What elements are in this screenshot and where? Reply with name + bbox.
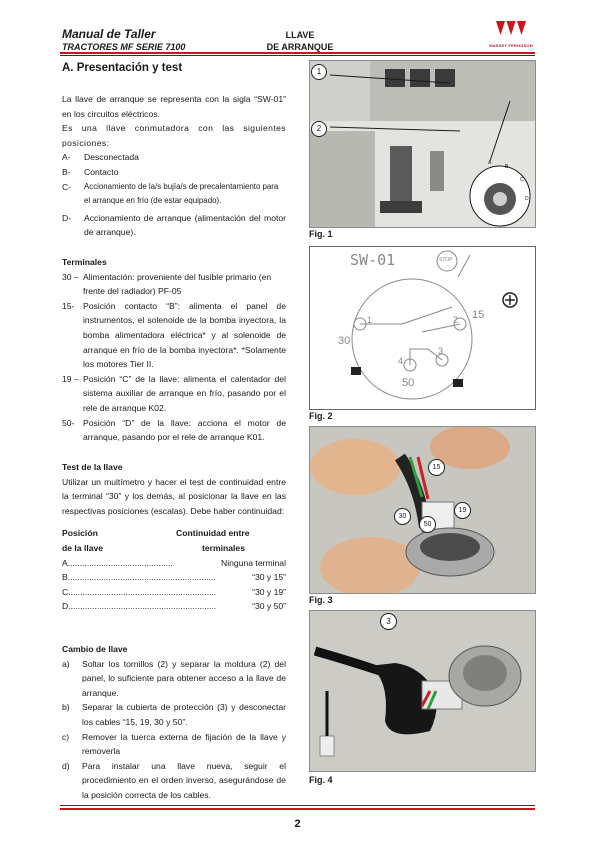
continuity-table-header: Posición Continuidad entre [62,528,250,539]
position-1-label: 1 [367,315,373,325]
position-item: C- Accionamiento de la/s bujía/s de precalentamiento para el arranque en frío (de estar equipado). [62,181,279,206]
callout-19: 19 [454,502,471,519]
position-2-label: 2 [453,315,459,325]
terminales-block [62,255,286,445]
continuity-table-header: de la llave terminales [62,542,245,553]
callout-50: 50 [419,516,436,533]
position-3-label: 3 [438,346,444,356]
figure-3-switch-photo [309,426,536,594]
stop-label: STOP [439,257,453,263]
continuity-row: A ............................................ Ninguna terminal [62,557,286,568]
test-paragraph: Utilizar un multímetro y hacer el test de continuidad entre la terminal “30” y los demás, al posicionar la llave en las respectivas posiciones (escalas). Debe haber continuidad: [62,476,286,516]
callout-3: 3 [380,613,397,630]
position-item: A- Desconectada [62,152,139,163]
terminal-30-label: 30 [338,335,351,347]
continuity-row: B .............................................................. “30 y 15” [62,572,286,583]
logo-text: MASSEY FERGUSON [489,43,533,48]
terminales-heading: Terminales [62,257,107,267]
massey-ferguson-logo [486,21,536,48]
continuity-row: D .............................................................. “30 y 50” [62,601,286,612]
cambio-block [62,642,286,803]
header-rule-red [60,52,535,54]
terminal-item: 19 – Posición “C” de la llave: alimenta el calentador del sistema auxiliar de arranque en frío, pasando por el rele de arranque K02. [62,373,286,413]
terminal-item: 15- Posición contacto “B”: alimenta el panel de instrumentos, el solenoide de la bomba inyectora, la bomba alimentadora eléctrica* y al solenoide de arranque en frío de la bomba inyectora*. *Solamente los motores Tier II. [62,300,286,370]
terminal-item: 30 – Alimentación: proveniente del fusible primario (en frente del radiador) PF-05 [62,271,272,297]
intro-paragraph-2: Es una llave conmutadora con las siguientes posiciones: [62,123,286,148]
switch-code: SW-01 [350,251,396,269]
step-item: b) Separar la cubierta de protección (3) y desconectar los cables “15, 19, 30 y 50”. [62,702,286,727]
inset-letter-a: A [488,160,492,166]
position-4-label: 4 [398,356,404,366]
intro-paragraph-1: La llave de arranque se representa con la sigla “SW-01” en los circuitos eléctricos. [62,94,286,119]
inset-letter-b: B [505,164,509,170]
continuity-row: C .............................................................. “30 y 19” [62,586,286,597]
terminal-15-label: 15 [472,309,485,321]
section-title: A. Presentación y test [62,62,183,74]
header-center-line2: DE ARRANQUE [266,42,334,52]
position-item: B- Contacto [62,166,119,177]
cambio-heading: Cambio de llave [62,644,128,654]
header-center [250,29,350,53]
callout-1: 1 [311,64,327,80]
terminal-item: 50- Posición “D” de la llave: acciona el motor de arranque, pasando por el rele de arranque K01. [62,417,286,443]
figure-1-label: Fig. 1 [309,229,333,239]
footer-rule-black [60,805,535,806]
position-item: D- Accionamiento de arranque (alimentación del motor de arranque). [62,212,286,238]
intro-block [62,92,286,240]
manual-subtitle: TRACTORES MF SERIE 7100 [62,42,186,52]
test-heading: Test de la llave [62,462,123,472]
figure-2-switch-diagram [309,246,536,410]
test-block [62,460,286,614]
callout-30: 30 [394,508,411,525]
header-center-line1: LLAVE [285,30,315,40]
header-rule-black [60,55,535,56]
step-item: d) Para instalar una llave nueva, seguir el procedimiento en el orden inverso, asegurándose de la posición correcta de los cables. [62,760,286,800]
figure-1-dashboard-photo [309,60,536,228]
callout-15: 15 [428,459,445,476]
figure-4-label: Fig. 4 [309,775,333,785]
footer-rule-red [60,808,535,810]
figure-2-label: Fig. 2 [309,411,333,421]
inset-letter-d: D [525,196,529,202]
step-item: c) Remover la tuerca externa de fijación de la llave y removerla [62,731,286,757]
figure-3-label: Fig. 3 [309,595,333,605]
terminal-50-label: 50 [402,377,415,389]
figure-4-cover-photo [309,610,536,772]
step-item: a) Soltar los tornillos (2) y separar la moldura (2) del panel, lo suficiente para obtener acceso a la llave de arranque. [62,658,286,698]
callout-2: 2 [311,121,327,137]
triple-triangle-icon [496,21,526,37]
header-left [62,27,185,52]
inset-letter-c: C [520,177,524,183]
page-number: 2 [294,818,301,830]
manual-title: Manual de Taller [62,27,156,41]
